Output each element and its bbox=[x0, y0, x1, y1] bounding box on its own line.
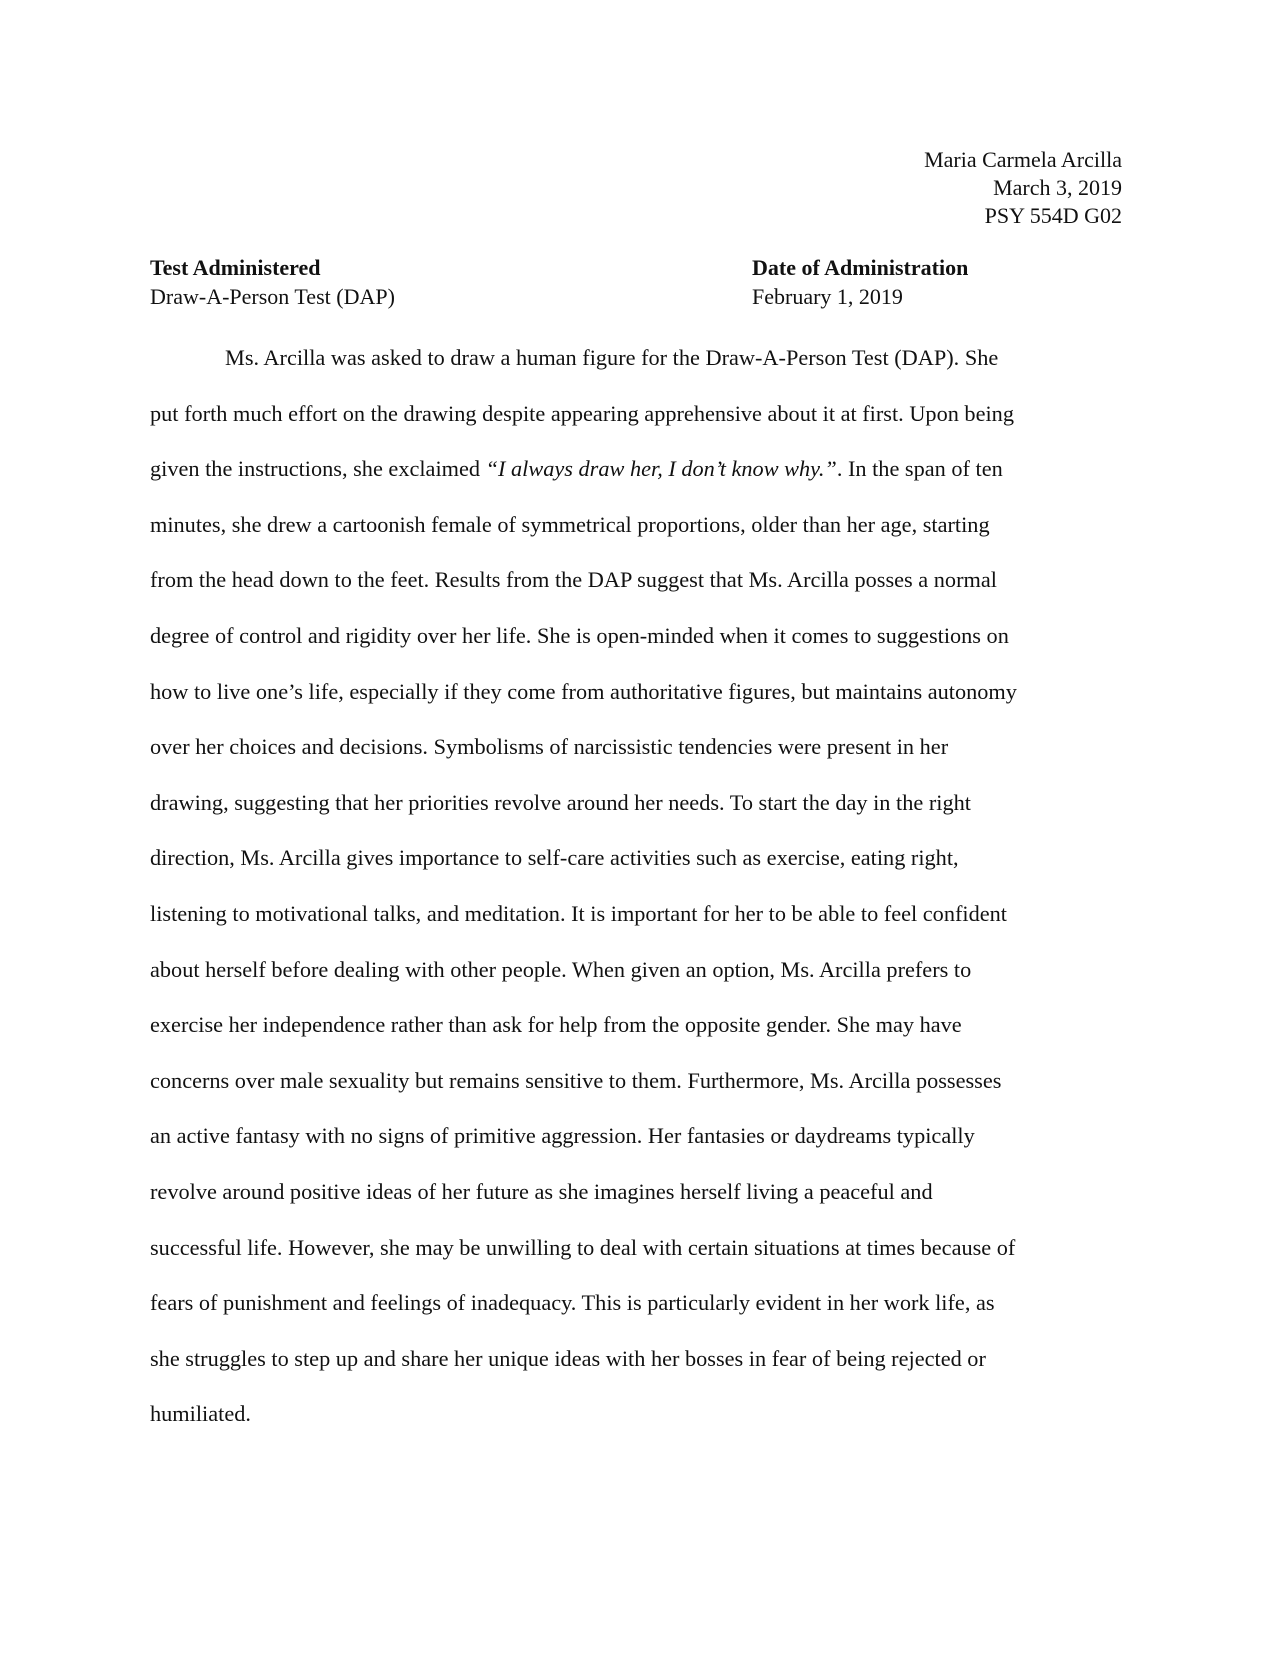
paragraph-line: revolve around positive ideas of her future as she imagines herself living a peaceful and bbox=[150, 1178, 933, 1204]
paragraph-line: direction, Ms. Arcilla gives importance to self-care activities such as exercise, eating right, bbox=[150, 845, 959, 871]
course-code: PSY 554D G02 bbox=[984, 203, 1122, 228]
paragraph-line bbox=[150, 441, 1130, 497]
paragraph-line: concerns over male sexuality but remains sensitive to them. Furthermore, Ms. Arcilla possesses bbox=[150, 1067, 1002, 1093]
paragraph-line: degree of control and rigidity over her life. She is open-minded when it comes to suggestions on bbox=[150, 622, 1009, 648]
paragraph-line: Ms. Arcilla was asked to draw a human figure for the Draw-A-Person Test (DAP). She bbox=[225, 345, 999, 370]
paragraph-line: listening to motivational talks, and meditation. It is important for her to be able to feel confident bbox=[150, 900, 1007, 926]
paragraph-text: . In the span of ten bbox=[836, 456, 1003, 482]
date-of-administration-value: February 1, 2019 bbox=[752, 284, 903, 309]
paragraph-line: minutes, she drew a cartoonish female of symmetrical proportions, older than her age, starting bbox=[150, 511, 990, 537]
paragraph-line: an active fantasy with no signs of primitive aggression. Her fantasies or daydreams typically bbox=[150, 1123, 975, 1149]
test-administered-value: Draw-A-Person Test (DAP) bbox=[150, 284, 395, 309]
report-date: March 3, 2019 bbox=[993, 175, 1122, 200]
date-of-administration-label: Date of Administration bbox=[752, 255, 969, 280]
paragraph-line: how to live one’s life, especially if they come from authoritative figures, but maintains autonomy bbox=[150, 678, 1017, 704]
paragraph-line: fears of punishment and feelings of inadequacy. This is particularly evident in her work life, as bbox=[150, 1290, 995, 1316]
paragraph-line: successful life. However, she may be unwilling to deal with certain situations at times because of bbox=[150, 1234, 1016, 1260]
paragraph-line: exercise her independence rather than ask for help from the opposite gender. She may have bbox=[150, 1012, 962, 1038]
test-administered-label: Test Administered bbox=[150, 255, 321, 280]
report-paragraph bbox=[150, 330, 1130, 1442]
paragraph-line: put forth much effort on the drawing despite appearing apprehensive about it at first. Upon being bbox=[150, 400, 1014, 426]
author-name: Maria Carmela Arcilla bbox=[924, 147, 1122, 172]
client-quote: “I always draw her, I don’t know why.” bbox=[485, 456, 837, 482]
paragraph-line: she struggles to step up and share her unique ideas with her bosses in fear of being rejected or bbox=[150, 1345, 986, 1371]
paragraph-line: from the head down to the feet. Results from the DAP suggest that Ms. Arcilla posses a normal bbox=[150, 567, 997, 593]
paragraph-text: given the instructions, she exclaimed bbox=[150, 456, 486, 482]
author-header bbox=[924, 146, 1122, 230]
paragraph-line: humiliated. bbox=[150, 1401, 251, 1427]
paragraph-line: drawing, suggesting that her priorities revolve around her needs. To start the day in the right bbox=[150, 789, 971, 815]
paragraph-line: over her choices and decisions. Symbolisms of narcissistic tendencies were present in her bbox=[150, 734, 949, 760]
paragraph-line: about herself before dealing with other people. When given an option, Ms. Arcilla prefers to bbox=[150, 956, 972, 982]
